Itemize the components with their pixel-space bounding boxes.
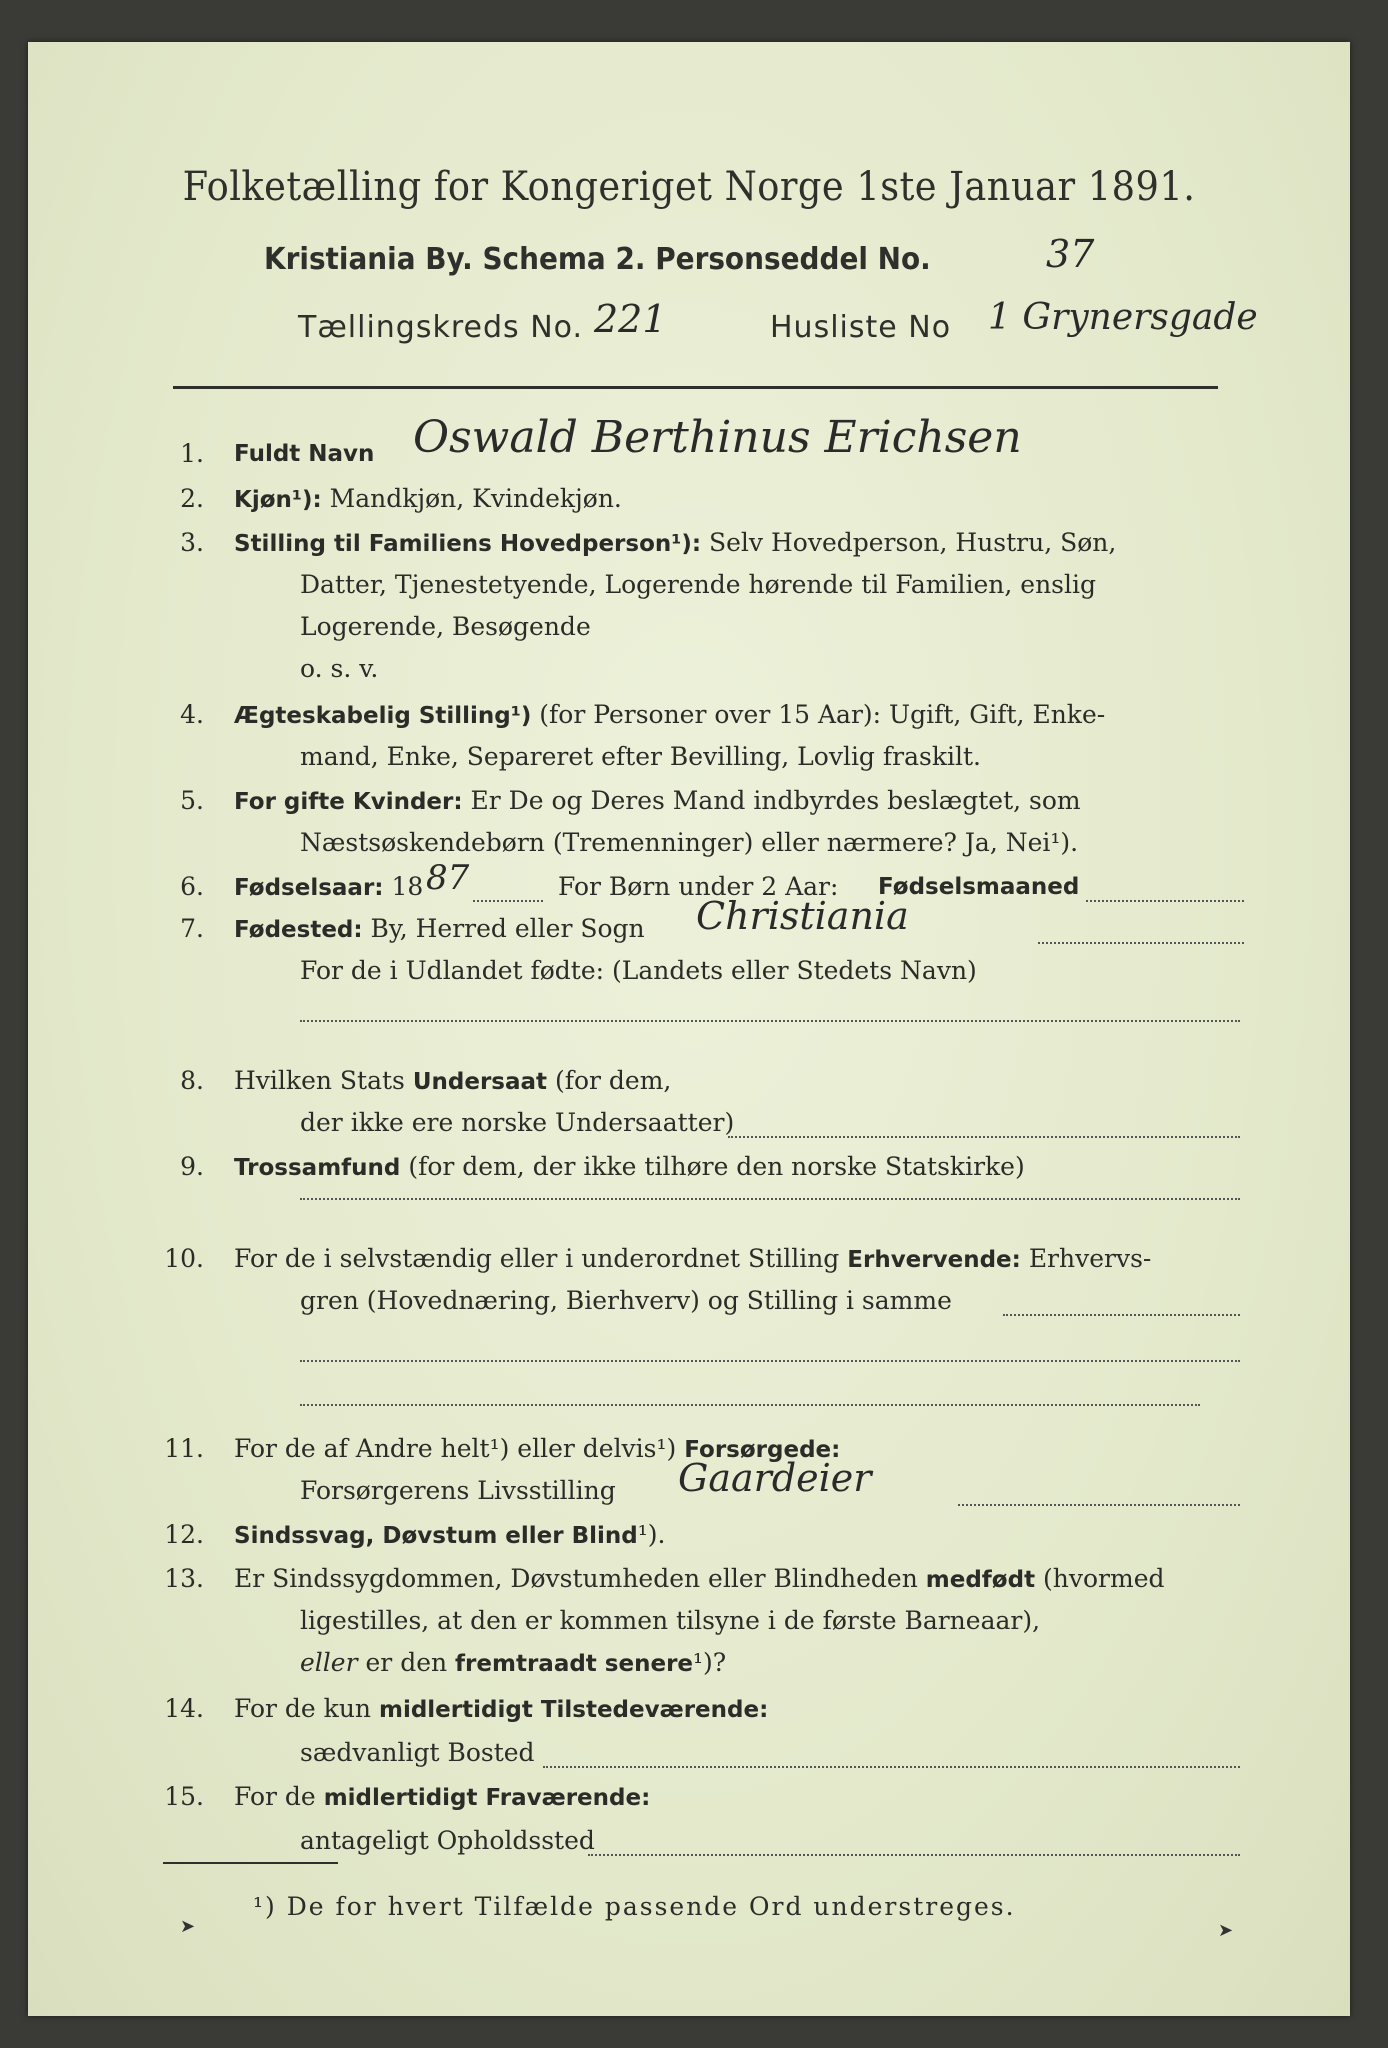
item-13-line-2: ligestilles, at den er kommen tilsyne i de første Barneaar), [300,1606,1041,1635]
margin-mark: ➤ [1218,1920,1234,1941]
item-11-line-2: Forsørgerens Livsstilling [300,1476,616,1505]
item-14-line-2: sædvanligt Bosted [300,1738,535,1767]
margin-mark: ➤ [180,1916,196,1937]
birth-year-value: 87 [426,858,470,898]
item-3-line-2: Datter, Tjenestetyende, Logerende hørende til Familien, enslig [300,570,1097,599]
kreds-number: 221 [594,297,667,341]
form-subtitle: Kristiania By. Schema 2. Personseddel No. [264,242,931,277]
personseddel-number: 37 [1046,232,1095,276]
item-5-line-2: Næstsøskendebørn (Tremenninger) eller nærmere? Ja, Nei¹). [300,828,1079,857]
provider-occupation-value: Gaardeier [678,1456,872,1500]
kreds-label: Tællingskreds No. [298,310,583,345]
item-3-line-3: Logerende, Besøgende [300,612,591,641]
census-form: Folketælling for Kongeriget Norge 1ste Januar 1891. Kristiania By. Schema 2. Personseddel No. 37 Tællingskreds No. 221 Husliste No 1 Grynersgade 1. Fuldt Navn Oswald Berthinus Erichsen 2. Kjøn¹): Mandkjøn, Kvindekjøn. 3. Stilling til Familiens Hovedperson¹): Selv Hovedperson, Hustru, Søn, Datter, Tjenestetyende, Logerende hørende til Familien, enslig Logerende, Besøgende o. s. v. 4. Ægteskabelig Stilling¹) (for Personer over 15 Aar): Ugift, Gift, Enke- mand, Enke, Separeret efter Bevilling, Lovlig fraskilt. 5. For gifte Kvinder: Er De og Deres Mand indbyrdes beslægtet, som Næstsøskendebørn (Tremenninger) eller nærmere? Ja, Nei¹). 6. Fødselsaar: 18 For Børn under 2 Aar: Fødselsmaaned 87 7. Fødested: By, Herred eller Sogn Christiania For de i Udlandet fødte: (Landets eller Stedets Navn) 8. Hvilken Stats Undersaat (for dem, der ikke ere norske Undersaatter) 9. Trossamfund (for dem, der ikke tilhøre den norske Statskirke) 10. For de i selvstændig eller i underordnet Stilling Erhvervende: Erhvervs- gren (Hovednæring, Bierhverv) og Stilling i samme 11. For de af Andre helt¹) eller delvis¹) Forsørgede: Forsørgerens Livsstilling Gaardeier 12. Sindssvag, Døvstum eller Blind¹). 13. Er Sindssygdommen, Døvstumheden eller Blindheden medfødt (hvormed ligestilles, at den er kommen tilsyne i de første Barneaar), eller er den fremtraadt senere¹)? 14. For de kun midlertidigt Tilstedeværende: sædvanligt Bosted 15. For de midlertidigt Fraværende: antageligt Opholdssted ¹) De for hvert Tilfælde passende Ord understreges. ➤ ➤ [28,42,1350,2016]
footnote: ¹) De for hvert Tilfælde passende Ord understreges. [253,1892,1016,1921]
item-7-line-2: For de i Udlandet fødte: (Landets eller Stedets Navn) [300,956,977,985]
item-15-line-2: antageligt Opholdssted [300,1826,595,1855]
birthplace-value: Christiania [696,894,909,938]
item-10-line-2: gren (Hovednæring, Bierhverv) og Stilling i samme [300,1286,952,1315]
full-name-value: Oswald Berthinus Erichsen [413,412,1022,463]
header-rule [173,386,1218,389]
item-3-line-4: o. s. v. [300,654,379,683]
footnote-rule [163,1862,338,1864]
husliste-number: 1 Grynersgade [988,297,1258,338]
husliste-label: Husliste No [770,310,952,345]
item-8-line-2: der ikke ere norske Undersaatter) [300,1108,735,1137]
form-title: Folketælling for Kongeriget Norge 1ste Januar 1891. [182,164,1196,210]
item-4-line-2: mand, Enke, Separeret efter Bevilling, Lovlig fraskilt. [300,742,981,771]
